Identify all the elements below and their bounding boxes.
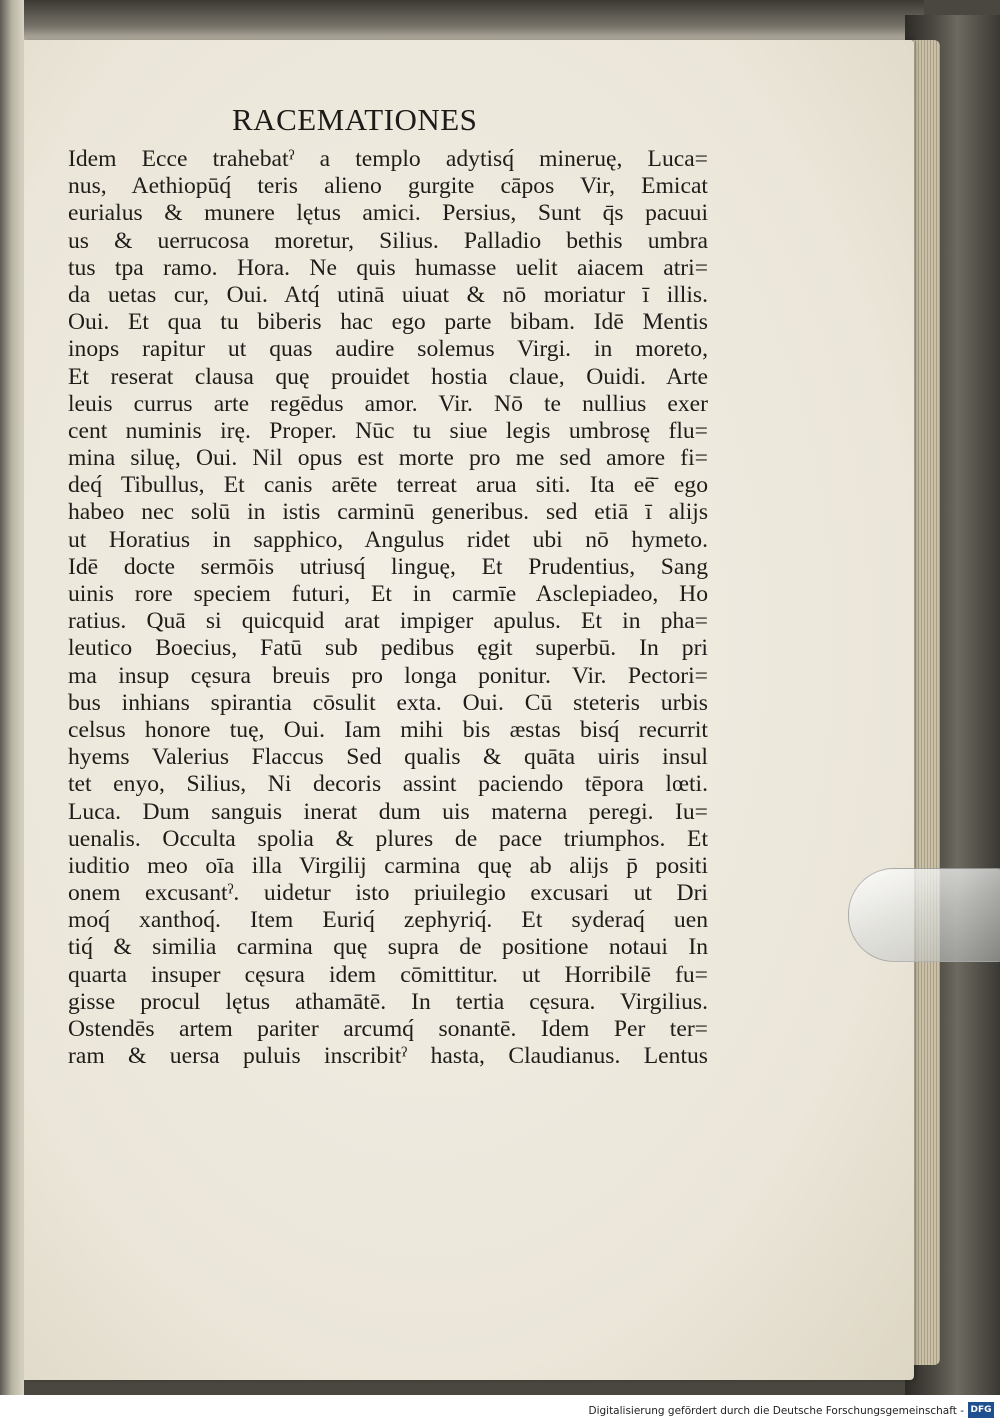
text-line: Idem Ecce trahebatˀ a templo adytisq́ mineruę, Luca= bbox=[68, 146, 708, 172]
text-line: tiq́ & similia carmina quę supra de positione notaui In bbox=[68, 934, 708, 961]
text-line: inops rapitur ut quas audire solemus Virgi. in moreto, bbox=[68, 336, 708, 363]
text-line: ut Horatius in sapphico, Angulus ridet ubi nō hymeto. bbox=[68, 526, 708, 553]
text-line: da uetas cur, Oui. Atq́ utinā uiuat & nō moriatur ī illis. bbox=[68, 281, 708, 308]
text-line: Oui. Et qua tu biberis hac ego parte bibam. Idē Mentis bbox=[68, 309, 708, 336]
binding-edge bbox=[0, 0, 24, 1395]
text-line: celsus honore tuę, Oui. Iam mihi bis æstas bisq́ recurrit bbox=[68, 716, 708, 743]
text-line: quarta insuper cęsura idem cōmittitur. ut Horribilē fu= bbox=[68, 961, 708, 988]
dfg-logo: DFG bbox=[968, 1402, 994, 1418]
text-line: mina siluę, Oui. Nil opus est morte pro me sed amore fi= bbox=[68, 445, 708, 472]
text-line: gisse procul lętus athamātē. In tertia cęsura. Virgilius. bbox=[68, 988, 708, 1015]
text-line: uenalis. Occulta spolia & plures de pace triumphos. Et bbox=[68, 825, 708, 852]
text-line: leutico Boecius, Fatū sub pedibus ęgit superbū. In pri bbox=[68, 635, 708, 662]
text-line: moq́ xanthoq́. Item Euriq́ zephyriq́. Et syderaq́ uen bbox=[68, 907, 708, 934]
text-line: onem excusantˀ. uidetur isto priuilegio excusari ut Dri bbox=[68, 880, 708, 907]
page-top-shadow bbox=[24, 0, 924, 44]
text-line: eurialus & munere lętus amici. Persius, Sunt q̄s pacuui bbox=[68, 200, 708, 227]
text-line: hyems Valerius Flaccus Sed qualis & quāta uiris insul bbox=[68, 744, 708, 771]
text-line: us & uerrucosa moretur, Silius. Palladio bethis umbra bbox=[68, 227, 708, 254]
text-line: tus tpa ramo. Hora. Ne quis humasse uelit aiacem atri= bbox=[68, 254, 708, 281]
footer-credit: Digitalisierung gefördert durch die Deutsche Forschungsgemeinschaft - bbox=[588, 1405, 964, 1417]
text-line: habeo nec solū in istis carminū generibus. sed etiā ī alijs bbox=[68, 499, 708, 526]
running-heading: RACEMATIONES bbox=[232, 102, 478, 137]
text-line: ma insup cęsura breuis pro longa ponitur. Vir. Pectori= bbox=[68, 662, 708, 689]
text-line: ram & uersa puluis inscribitˀ hasta, Claudianus. Lentus bbox=[68, 1043, 708, 1070]
text-line: Et reserat clausa quę prouidet hostia claue, Ouidi. Arte bbox=[68, 363, 708, 390]
text-line: bus inhians spirantia cōsulit exta. Oui. Cū steteris urbis bbox=[68, 689, 708, 716]
text-line: leuis currus arte regēdus amor. Vir. Nō te nullius exer bbox=[68, 390, 708, 417]
text-line: Luca. Dum sanguis inerat dum uis materna peregi. Iu= bbox=[68, 798, 708, 825]
text-line: iuditio meo oīa illa Virgilij carmina quę ab alijs p̄ positi bbox=[68, 852, 708, 879]
text-body bbox=[68, 146, 708, 1070]
text-line: nus, Aethiopūq́ teris alieno gurgite cāpos Vir, Emicat bbox=[68, 173, 708, 200]
text-line: ratius. Quā si quicquid arat impiger apulus. Et in pha= bbox=[68, 608, 708, 635]
text-line: tet enyo, Silius, Ni decoris assint paciendo tēpora lœti. bbox=[68, 771, 708, 798]
text-line: Ostendēs artem pariter arcumq́ sonantē. Idem Per ter= bbox=[68, 1016, 708, 1042]
text-line: deq́ Tibullus, Et canis arēte terreat arua siti. Ita eē̄ ego bbox=[68, 472, 708, 499]
text-line: cent numinis irę. Proper. Nūc tu siue legis umbrosę flu= bbox=[68, 417, 708, 444]
page-holder-clip bbox=[848, 868, 1000, 962]
text-line: Idē docte sermōis utriusq́ linguę, Et Prudentius, Sang bbox=[68, 553, 708, 580]
text-line: uinis rore speciem futuri, Et in carmīe Asclepiadeo, Ho bbox=[68, 581, 708, 607]
